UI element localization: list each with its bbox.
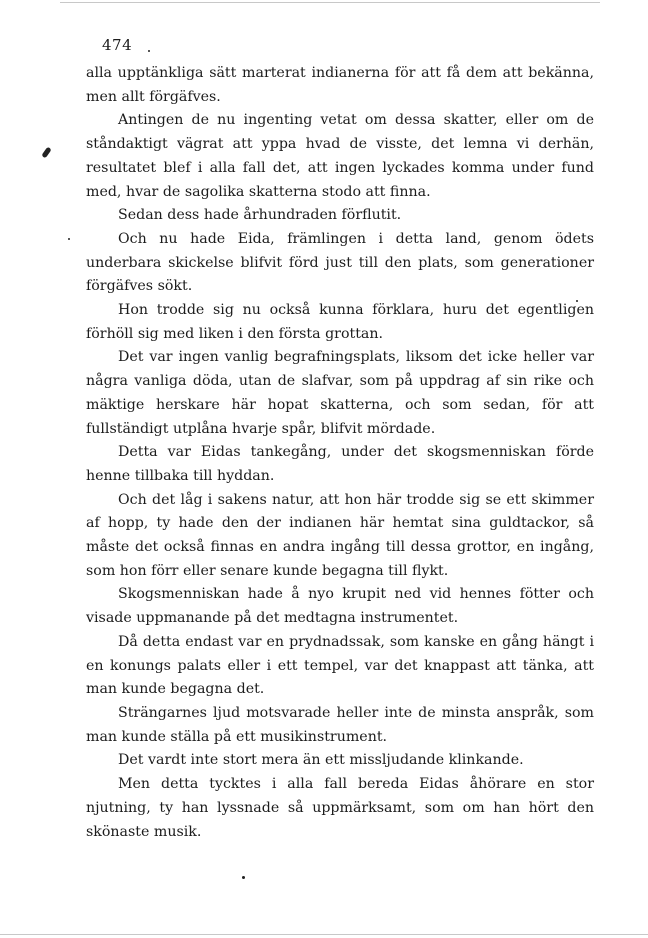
- paragraph: Sedan dess hade århundraden förflutit.: [118, 207, 402, 224]
- paragraph: Det var ingen vanlig begrafningsplats, liksom det icke heller var några vanliga döda, utan de slafvar, som på uppdrag af sin rike och mäktige herskare här hopat skatterna, och som sedan, för att fullständigt utplåna hvarje spår, blifvit mördade.: [86, 349, 594, 437]
- ink-speck: [242, 876, 245, 879]
- paragraph: Detta var Eidas tankegång, under det skogsmenniskan förde henne tillbaka till hyddan.: [86, 444, 594, 484]
- paragraph: Antingen de nu ingenting vetat om dessa skatter, eller om de ståndaktigt vägrat att yppa hvad de visste, det lemna vi derhän, resultatet blef i alla fall det, att ingen lyckades komma under fund med, hvar de sagolika skatterna stodo att finna.: [86, 112, 594, 200]
- paragraph: Och det låg i sakens natur, att hon här trodde sig se ett skimmer af hopp, ty hade den der indianen här hemtat sina guldtackor, så måste det också finnas en andra ingång till dessa grottor, en ingång, som hon förr eller senare kunde begagna till flykt.: [86, 491, 594, 579]
- ink-speck: [68, 238, 70, 240]
- paragraph: Strängarnes ljud motsvarade heller inte de minsta anspråk, som man kunde ställa på ett musikinstrument.: [86, 704, 594, 745]
- body-text: [86, 62, 594, 844]
- paragraph: Hon trodde sig nu också kunna förklara, huru det egentligen förhöll sig med liken i den första grottan.: [86, 302, 594, 342]
- paragraph: alla upptänkliga sätt marterat indianerna för att få dem att bekänna, men allt förgäfves.: [86, 65, 594, 105]
- bottom-edge-line: [0, 934, 648, 935]
- paragraph: Det vardt inte stort mera än ett missljudande klinkande.: [118, 752, 524, 769]
- ink-speck: [148, 50, 150, 52]
- ink-mark: [41, 147, 51, 159]
- page-number: 474: [102, 36, 133, 54]
- paragraph: Skogsmenniskan hade å nyo krupit ned vid hennes fötter och visade uppmanande på det medtagna instrumentet.: [86, 586, 594, 627]
- top-edge-line: [60, 2, 600, 3]
- paragraph: Och nu hade Eida, främlingen i detta land, genom ödets underbara skickelse blifvit förd just till den plats, som generationer förgäfves sökt.: [86, 230, 594, 295]
- paragraph: Då detta endast var en prydnadssak, som kanske en gång hängt i en konungs palats eller i ett tempel, var det knappast att tänka, att man kunde begagna det.: [86, 633, 594, 698]
- paragraph: Men detta tycktes i alla fall bereda Eidas åhörare en stor njutning, ty han lyssnade så uppmärksamt, som om han hört den skönaste musik.: [86, 776, 594, 840]
